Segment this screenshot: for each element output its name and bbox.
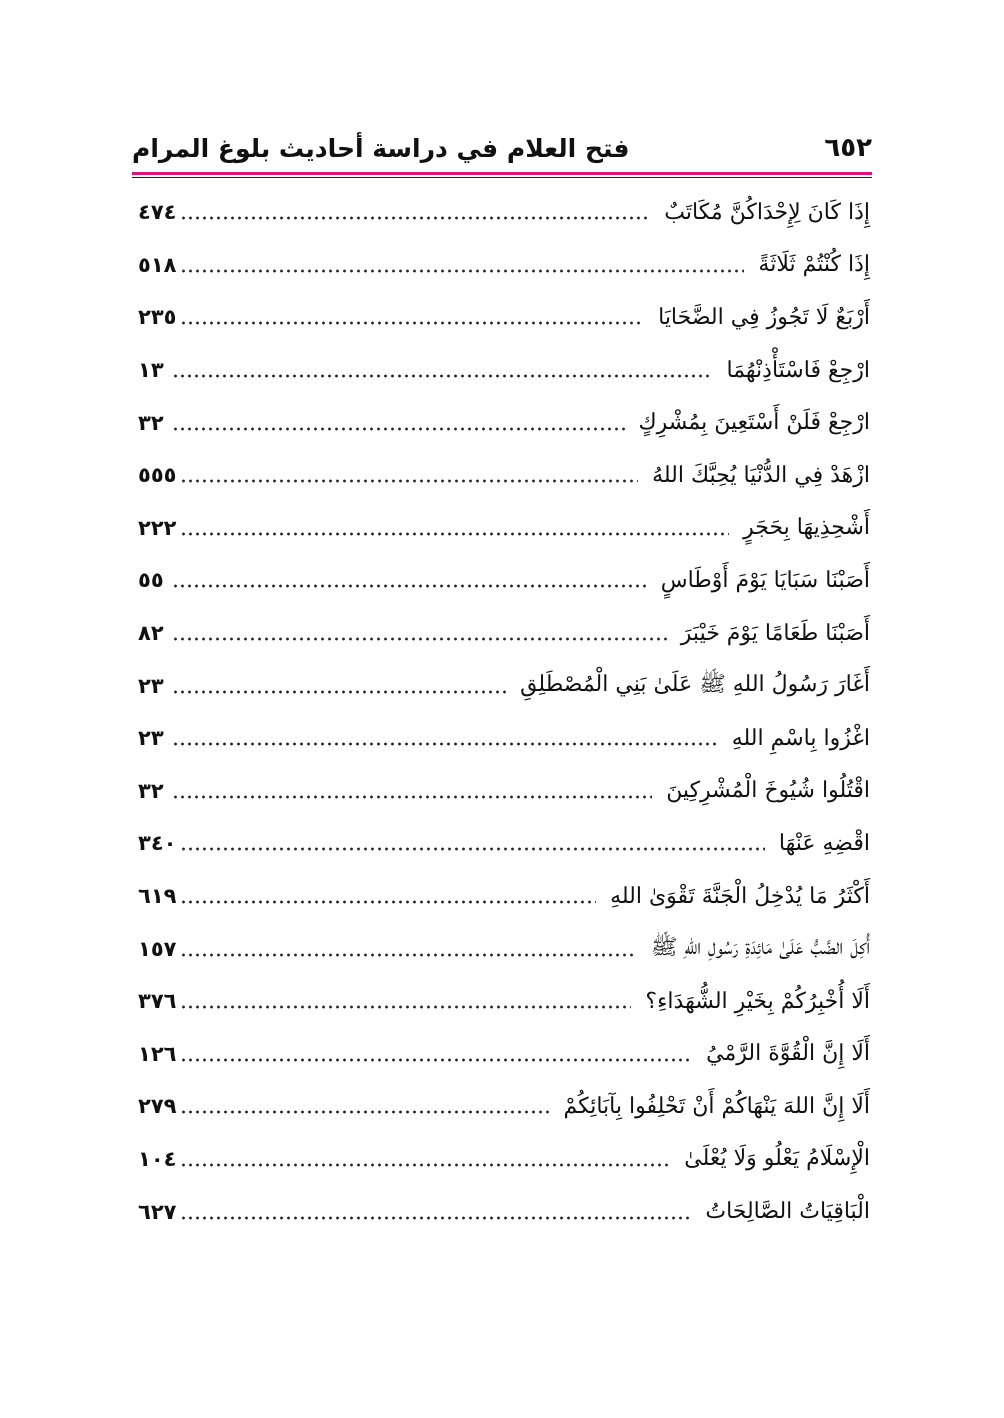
dot-leader (180, 470, 638, 492)
dot-leader (180, 891, 596, 913)
dot-leader (172, 681, 506, 703)
index-entry (138, 1185, 870, 1238)
entry-page-number: ١٥٧ (138, 936, 177, 961)
dot-leader (172, 418, 625, 440)
entry-page-number: ٣٤٠ (138, 831, 177, 856)
index-entry (138, 186, 870, 239)
index-entry (138, 396, 870, 449)
index-entry (138, 607, 870, 660)
entry-page-number: ٨٢ (138, 621, 164, 646)
page-number: ٦٥٢ (824, 133, 872, 163)
index-entry (138, 449, 870, 502)
entry-text: أَشْحِذِيهَا بِحَجَرٍ (743, 515, 870, 541)
index-entry (138, 1133, 870, 1186)
dot-leader (172, 628, 667, 650)
entry-text: أُكِلَ الضَّبُّ عَلَىٰ مَائِدَةِ رَسُولِ اللهِ ﷺ (650, 934, 870, 960)
index-entry (138, 344, 870, 397)
index-entry (138, 659, 870, 712)
index-entry (138, 239, 870, 292)
dot-leader (172, 786, 652, 808)
index-entry (138, 1028, 870, 1081)
entry-page-number: ٦٢٧ (138, 1199, 177, 1224)
index-entry (138, 1080, 870, 1133)
entry-text: أَرْبَعٌ لَا تَجُوزُ فِي الضَّحَايَا (658, 304, 870, 330)
dot-leader (180, 1101, 549, 1123)
entry-text: أَكْثَرُ مَا يُدْخِلُ الْجَنَّةَ تَقْوَىٰ اللهِ (610, 883, 870, 909)
entry-page-number: ٢٣٥ (138, 305, 177, 330)
entry-page-number: ٢٧٩ (138, 1094, 177, 1119)
dot-leader (180, 1049, 692, 1071)
entry-text: ارْجِعْ فَلَنْ أَسْتَعِينَ بِمُشْرِكٍ (638, 410, 870, 436)
entry-text: أَلَا إِنَّ اللهَ يَنْهَاكُمْ أَنْ تَحْلِفُوا بِآبَائِكُمْ (563, 1093, 870, 1119)
entry-text: أَلَا أُخْبِرُكُمْ بِخَيْرِ الشُّهَدَاءِ؟ (645, 988, 870, 1014)
header-rule-pink (132, 172, 872, 175)
index-entry (138, 765, 870, 818)
entry-page-number: ٢٣ (138, 726, 164, 751)
dot-leader (180, 312, 644, 334)
dot-leader (180, 1154, 670, 1176)
entry-text: اقْضِهِ عَنْهَا (778, 830, 870, 856)
entry-text: إِذَا كُنْتُمْ ثَلَاثَةً (758, 252, 870, 278)
dot-leader (172, 575, 647, 597)
index-entry (138, 870, 870, 923)
entry-text: الْإِسْلَامُ يَعْلُو وَلَا يُعْلَىٰ (684, 1146, 870, 1172)
entry-text: أَلَا إِنَّ الْقُوَّةَ الرَّمْيُ (706, 1041, 870, 1067)
entry-text: ارْجِعْ فَاسْتَأْذِنْهُمَا (726, 357, 870, 383)
dot-leader (180, 523, 729, 545)
dot-leader (180, 1207, 691, 1229)
dot-leader (180, 838, 764, 860)
entry-page-number: ٥٥٥ (138, 463, 177, 488)
entry-page-number: ٣٢ (138, 410, 164, 435)
entry-page-number: ٥١٨ (138, 252, 177, 277)
index-entry (138, 554, 870, 607)
entry-page-number: ٥٥ (138, 568, 164, 593)
dot-leader (180, 996, 631, 1018)
index-entry (138, 975, 870, 1028)
hadith-index-list (138, 186, 870, 1238)
book-title: فتح العلام في دراسة أحاديث بلوغ المرام (132, 133, 630, 163)
dot-leader (180, 207, 650, 229)
dot-leader (172, 365, 712, 387)
entry-text: اغْزُوا بِاسْمِ اللهِ (731, 725, 870, 751)
entry-page-number: ٢٣ (138, 673, 164, 698)
index-entry (138, 712, 870, 765)
dot-leader (180, 260, 744, 282)
index-entry (138, 922, 870, 975)
entry-text: ازْهَدْ فِي الدُّنْيَا يُحِبَّكَ اللهُ (652, 462, 870, 488)
entry-page-number: ٣٧٦ (138, 989, 177, 1014)
entry-text: الْبَاقِيَاتُ الصَّالِحَاتُ (705, 1199, 870, 1225)
dot-leader (180, 944, 636, 966)
entry-page-number: ١٣ (138, 358, 164, 383)
entry-text: أَغَارَ رَسُولُ اللهِ ﷺ عَلَىٰ بَنِي الْمُصْطَلِقِ (520, 671, 870, 697)
index-entry (138, 502, 870, 555)
entry-text: أَصَبْنَا طَعَامًا يَوْمَ خَيْبَرَ (680, 620, 870, 646)
entry-page-number: ١٢٦ (138, 1041, 177, 1066)
entry-page-number: ١٠٤ (138, 1146, 177, 1171)
entry-text: أَصَبْنَا سَبَايَا يَوْمَ أَوْطَاسٍ (660, 567, 870, 593)
entry-text: إِذَا كَانَ لِإِحْدَاكُنَّ مُكَاتَبٌ (664, 199, 870, 225)
index-entry (138, 291, 870, 344)
index-entry (138, 817, 870, 870)
entry-page-number: ٣٢ (138, 778, 164, 803)
header-rule-dark (132, 177, 872, 178)
dot-leader (172, 733, 718, 755)
entry-page-number: ٤٧٤ (138, 200, 177, 225)
entry-page-number: ٦١٩ (138, 884, 177, 909)
page-header (132, 128, 872, 168)
entry-page-number: ٢٢٢ (138, 515, 177, 540)
entry-text: اقْتُلُوا شُيُوخَ الْمُشْرِكِينَ (666, 778, 870, 804)
